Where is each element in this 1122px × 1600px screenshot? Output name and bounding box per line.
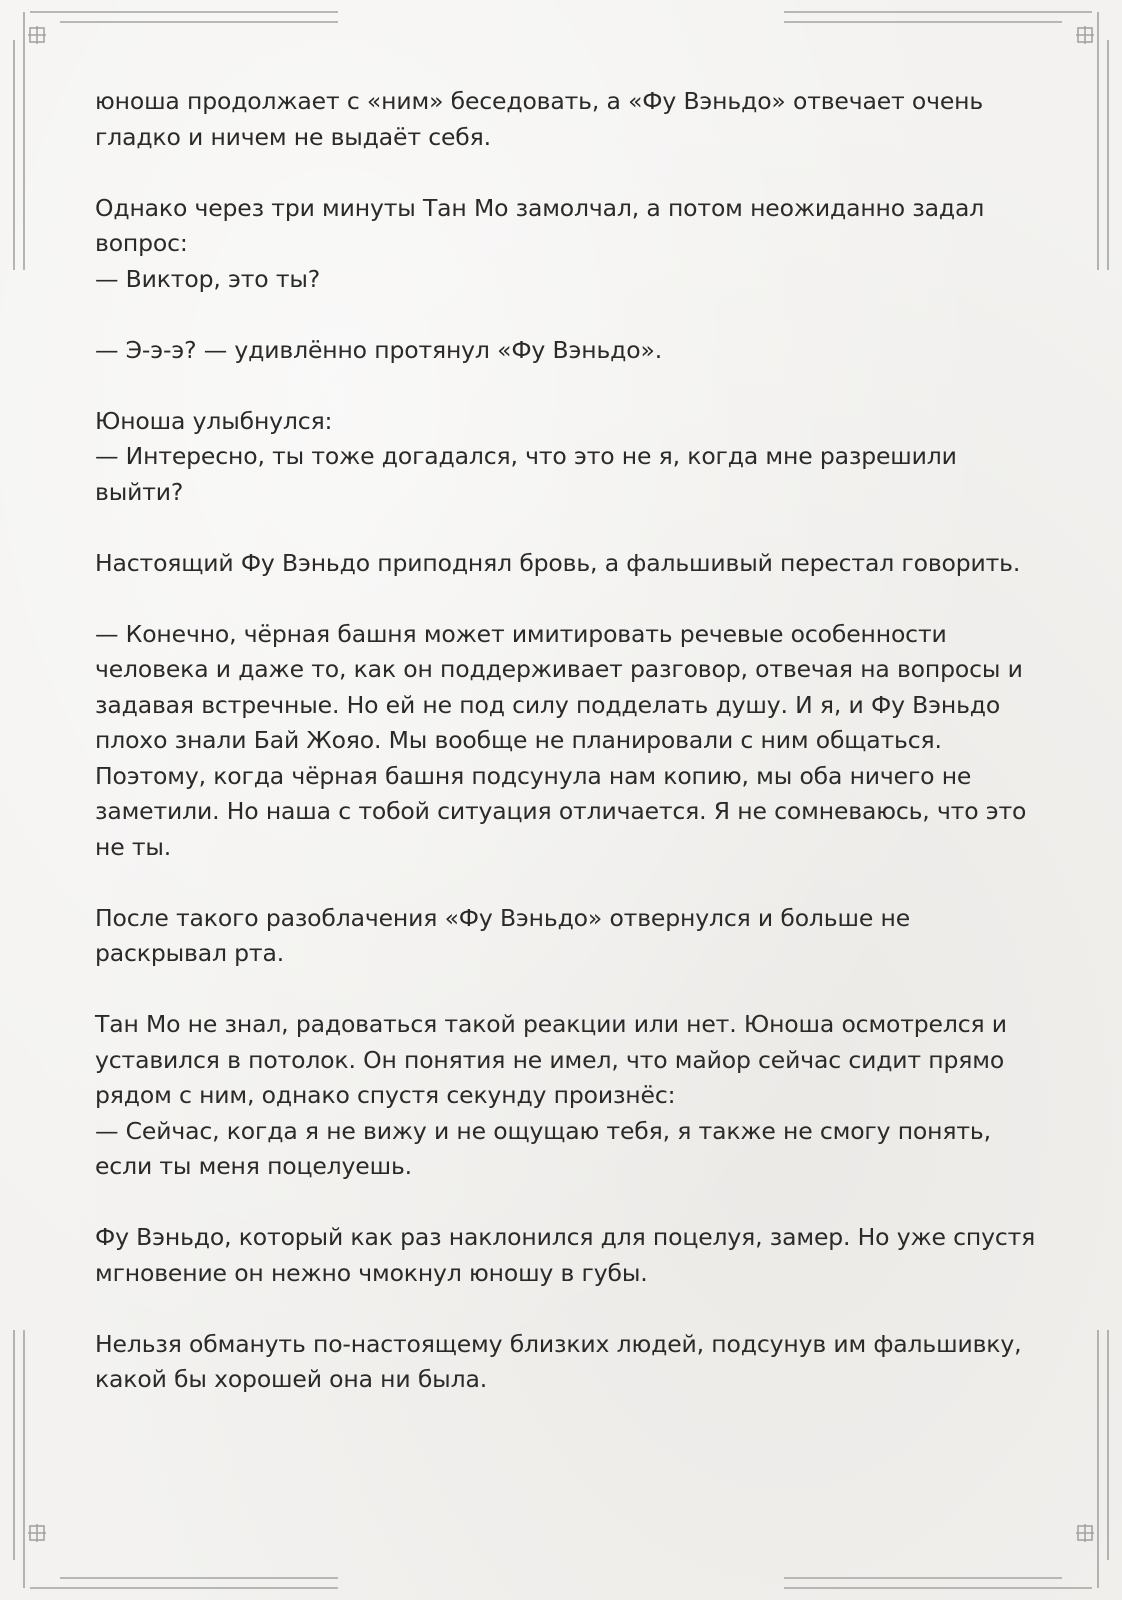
text-line: мгновение он нежно чмокнул юношу в губы.	[95, 1258, 648, 1287]
text-line: задавая встречные. Но ей не под силу подделать душу. И я, и Фу Вэньдо	[95, 690, 1001, 719]
text-line: раскрывал рта.	[95, 939, 285, 967]
paragraph	[95, 404, 1030, 511]
text-line: выйти?	[95, 477, 184, 506]
paragraph	[95, 546, 1030, 582]
text-line: плохо знали Бай Жояо. Мы вообще не планировали с ним общаться.	[95, 726, 942, 754]
paragraph	[95, 84, 1030, 155]
body-text	[95, 84, 1036, 1433]
paragraph	[95, 1220, 1036, 1291]
text-line: Однако через три минуты Тан Мо замолчал, а потом неожиданно задал	[95, 193, 985, 222]
paragraph	[95, 901, 1030, 972]
text-line: человека и даже то, как он поддерживает разговор, отвечая на вопросы и	[95, 655, 1023, 683]
text-line: Настоящий Фу Вэньдо приподнял бровь, а фальшивый перестал говорить.	[95, 548, 1021, 577]
text-line: Тан Мо не знал, радоваться такой реакции или нет. Юноша осмотрелся и	[95, 1010, 1007, 1038]
text-line: вопрос:	[95, 229, 188, 257]
text-line: если ты меня поцелуешь.	[95, 1152, 412, 1180]
text-line: — Э-э-э? — удивлённо протянул «Фу Вэньдо».	[95, 335, 663, 364]
text-line: Фу Вэньдо, который как раз наклонился для поцелуя, замер. Но уже спустя	[95, 1223, 1036, 1251]
text-line: — Виктор, это ты?	[95, 264, 321, 293]
text-line: гладко и ничем не выдаёт себя.	[95, 122, 491, 151]
paragraph	[95, 617, 1030, 866]
text-line: Юноша улыбнулся:	[95, 406, 333, 435]
text-line: какой бы хорошей она ни была.	[95, 1365, 488, 1393]
text-line: не ты.	[95, 832, 172, 861]
text-line: Нельзя обмануть по-настоящему близких людей, подсунув им фальшивку,	[95, 1329, 1022, 1358]
paragraph	[95, 1007, 1030, 1185]
text-line: юноша продолжает с «ним» беседовать, а «Фу Вэньдо» отвечает очень	[95, 87, 984, 115]
paragraph	[95, 1327, 1030, 1398]
text-line: рядом с ним, однако спустя секунду произнёс:	[95, 1081, 676, 1109]
text-line: заметили. Но наша с тобой ситуация отличается. Я не сомневаюсь, что это	[95, 797, 1027, 825]
paragraph	[95, 333, 1030, 369]
text-line: — Конечно, чёрная башня может имитировать речевые особенности	[95, 619, 947, 648]
text-line: После такого разоблачения «Фу Вэньдо» отвернулся и больше не	[95, 903, 911, 932]
text-line: Поэтому, когда чёрная башня подсунула нам копию, мы оба ничего не	[95, 761, 972, 790]
paragraph	[95, 191, 1030, 298]
text-line: — Интересно, ты тоже догадался, что это не я, когда мне разрешили	[95, 442, 957, 470]
text-line: — Сейчас, когда я не вижу и не ощущаю тебя, я также не смогу понять,	[95, 1116, 991, 1145]
text-line: уставился в потолок. Он понятия не имел, что майор сейчас сидит прямо	[95, 1045, 1005, 1074]
